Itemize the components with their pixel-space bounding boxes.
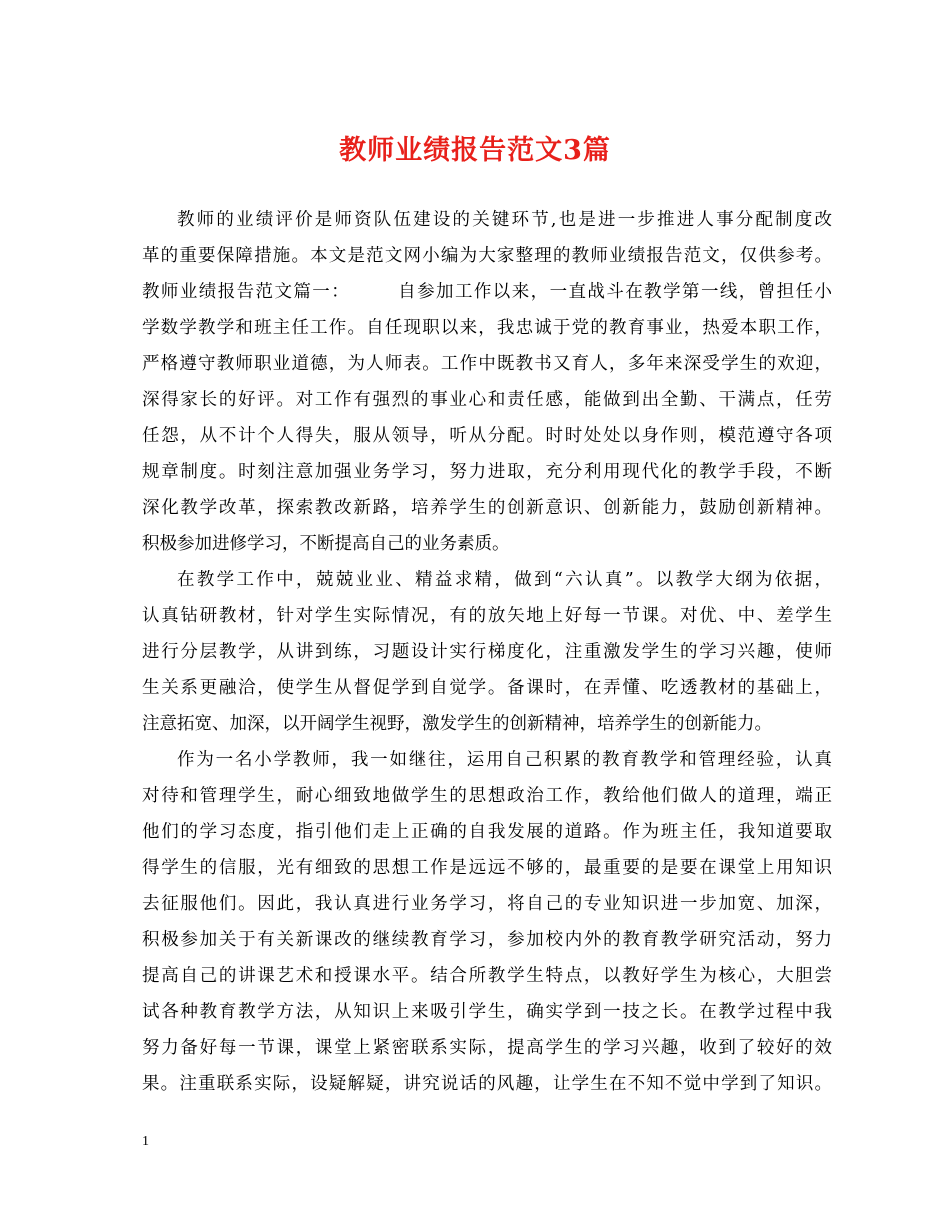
paragraph-line: 积极参加进修学习，不断提高自己的业务素质。 xyxy=(142,534,510,554)
paragraph-line: 试各种教育教学方法，从知识上来吸引学生，确实学到一技之长。在教学过程中我 xyxy=(142,1002,832,1022)
paragraph-line: 严格遵守教师职业道德，为人师表。工作中既教书又育人，多年来深受学生的欢迎， xyxy=(142,354,832,374)
paragraph-line: 深化教学改革，探索教改新路，培养学生的创新意识、创新能力，鼓励创新精神。 xyxy=(142,498,832,518)
paragraph-line: 得学生的信服，光有细致的思想工作是远远不够的，最重要的是要在课堂上用知识 xyxy=(142,858,832,878)
paragraph-line: 生关系更融洽，使学生从督促学到自觉学。备课时，在弄懂、吃透教材的基础上， xyxy=(142,678,832,698)
paragraph-line: 去征服他们。因此，我认真进行业务学习，将自己的专业知识进一步加宽、加深， xyxy=(142,894,832,914)
paragraph-line: 规章制度。时刻注意加强业务学习，努力进取，充分利用现代化的教学手段，不断 xyxy=(142,462,832,482)
paragraph-line: 作为一名小学教师，我一如继往，运用自己积累的教育教学和管理经验，认真 xyxy=(177,750,832,770)
paragraph-line: 在教学工作中，兢兢业业、精益求精，做到“六认真”。以教学大纲为依据， xyxy=(177,570,832,590)
paragraph-line: 革的重要保障措施。本文是范文网小编为大家整理的教师业绩报告范文，仅供参考。 xyxy=(142,246,832,266)
document-title: 教师业绩报告范文3篇 xyxy=(339,135,611,166)
paragraph-line: 努力备好每一节课，课堂上紧密联系实际，提高学生的学习兴趣，收到了较好的效 xyxy=(142,1038,832,1058)
paragraph-line: 进行分层教学，从讲到练，习题设计实行梯度化，注重激发学生的学习兴趣，使师 xyxy=(142,642,832,662)
paragraph-line: 深得家长的好评。对工作有强烈的事业心和责任感，能做到出全勤、干满点，任劳 xyxy=(142,390,832,410)
paragraph-line: 任怨，从不计个人得失，服从领导，听从分配。时时处处以身作则，模范遵守各项 xyxy=(142,426,832,446)
paragraph-line: 积极参加关于有关新课改的继续教育学习，参加校内外的教育教学研究活动，努力 xyxy=(142,930,832,950)
paragraph-line: 果。注重联系实际，设疑解疑，讲究说话的风趣，让学生在不知不觉中学到了知识。 xyxy=(142,1074,832,1094)
paragraph-line: 学数学教学和班主任工作。自任现职以来，我忠诚于党的教育事业，热爱本职工作， xyxy=(142,318,832,338)
paragraph-line: 注意拓宽、加深，以开阔学生视野，激发学生的创新精神，培养学生的创新能力。 xyxy=(142,714,772,734)
paragraph-line: 他们的学习态度，指引他们走上正确的自我发展的道路。作为班主任，我知道要取 xyxy=(142,822,832,842)
paragraph-line: 教师业绩报告范文篇一： 自参加工作以来，一直战斗在教学第一线，曾担任小 xyxy=(142,282,832,302)
paragraph-line: 提高自己的讲课艺术和授课水平。结合所教学生特点，以教好学生为核心，大胆尝 xyxy=(142,966,832,986)
paragraph-line: 对待和管理学生，耐心细致地做学生的思想政治工作，教给他们做人的道理，端正 xyxy=(142,786,832,806)
paragraph-line: 教师的业绩评价是师资队伍建设的关键环节,也是进一步推进人事分配制度改 xyxy=(177,210,832,230)
page-number: 1 xyxy=(142,1134,149,1149)
paragraph-line: 认真钻研教材，针对学生实际情况，有的放矢地上好每一节课。对优、中、差学生 xyxy=(142,606,832,626)
